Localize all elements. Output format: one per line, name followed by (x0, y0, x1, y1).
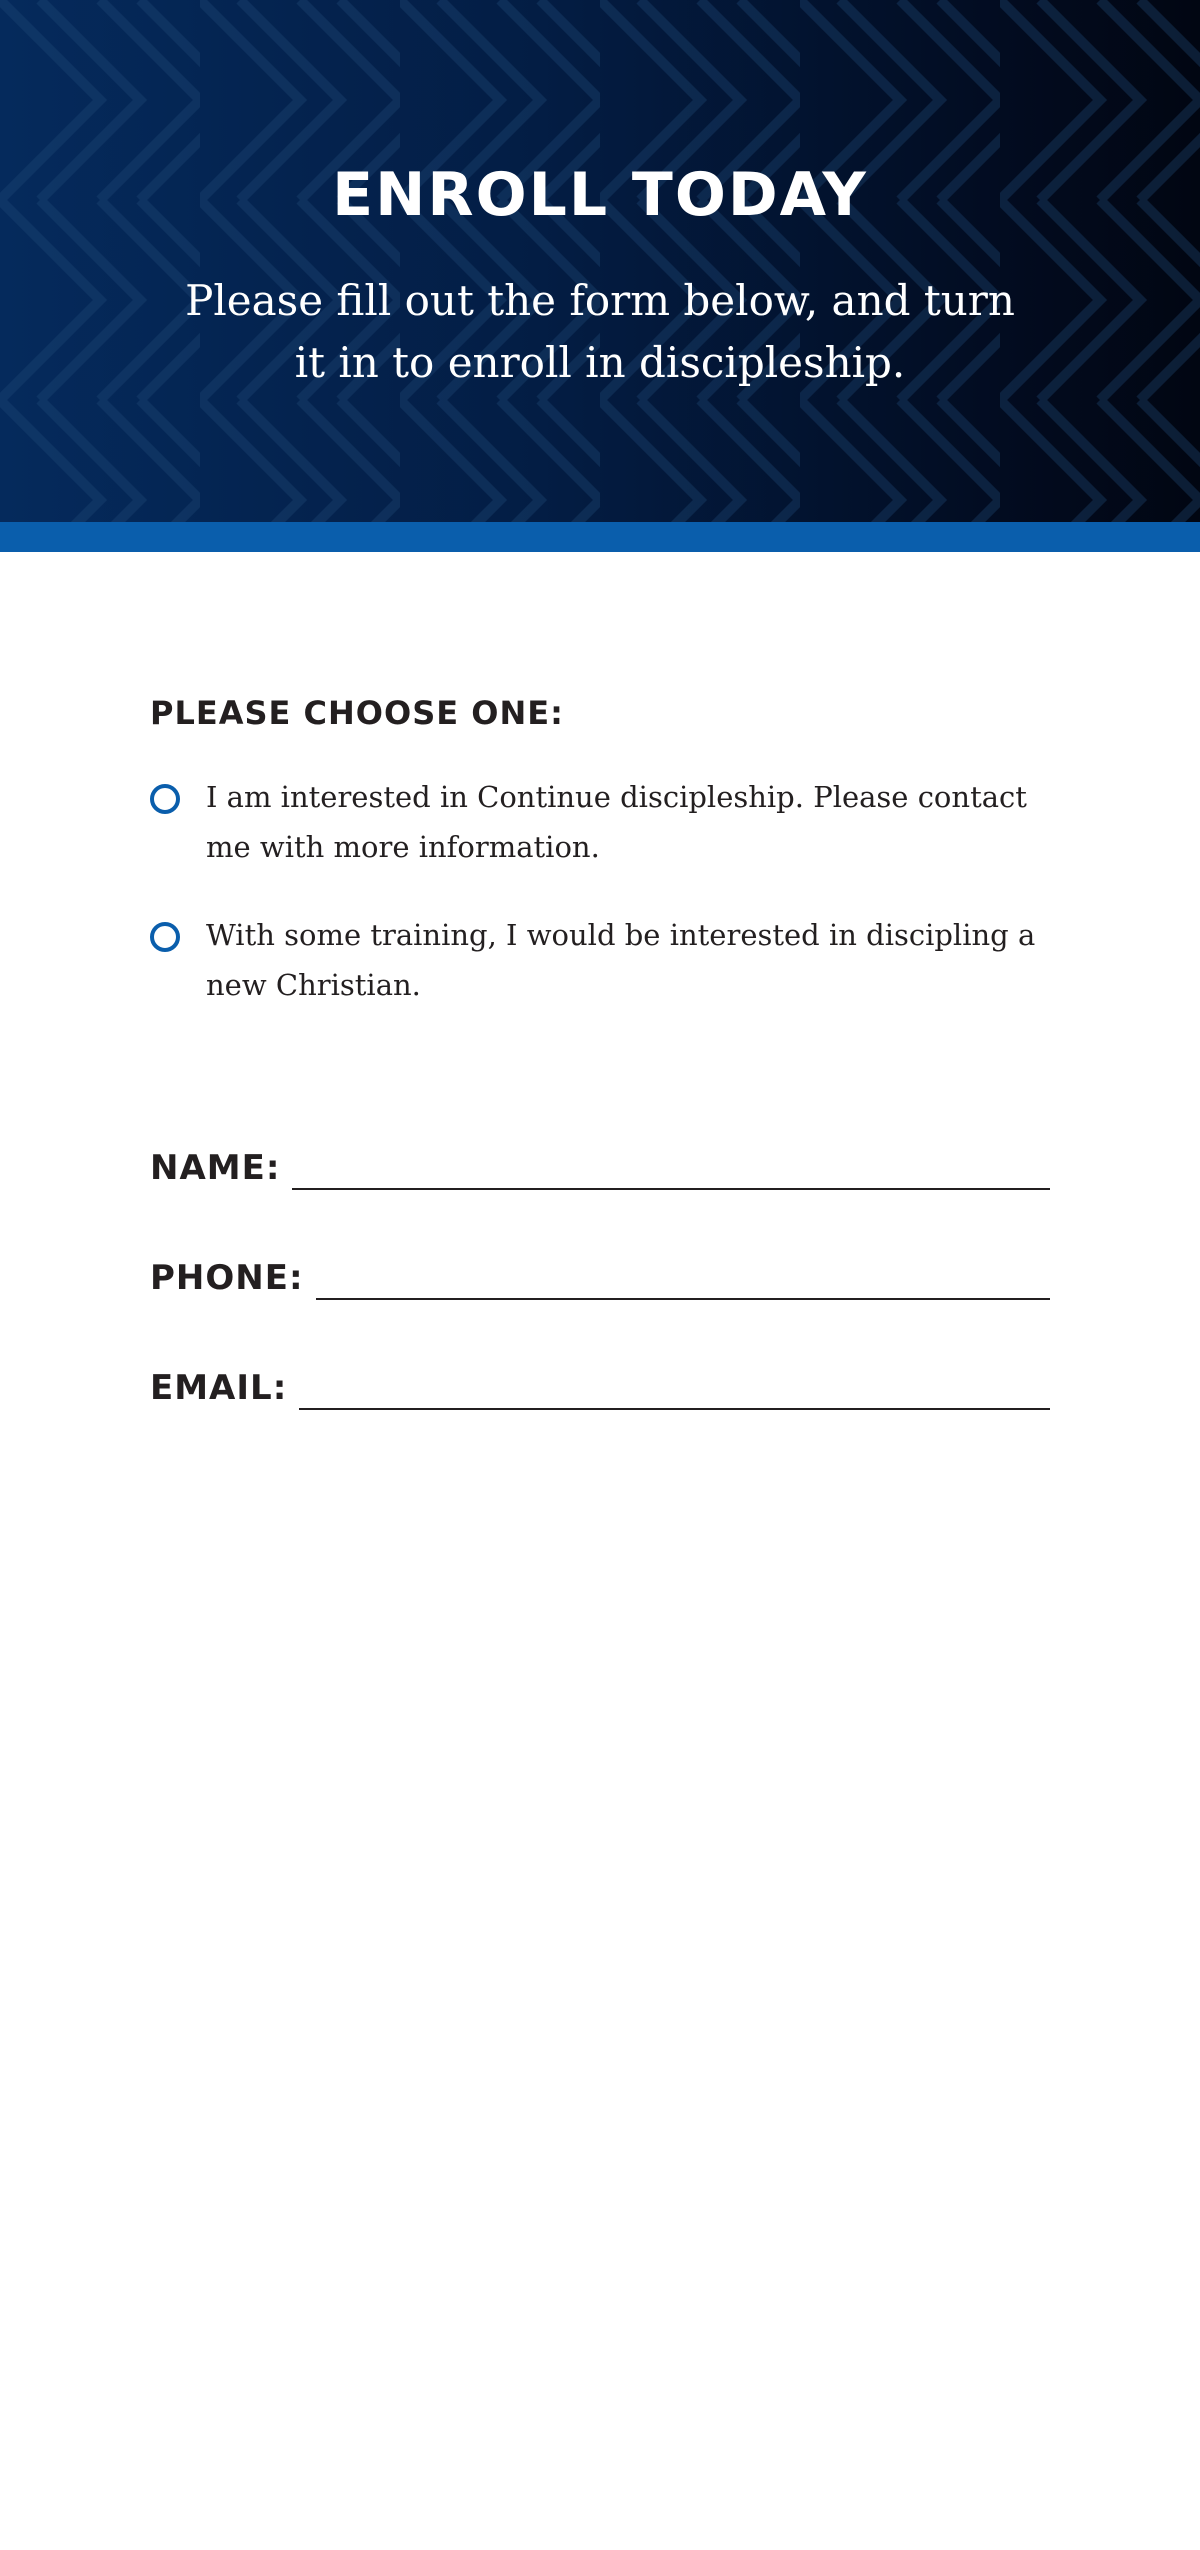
phone-field (150, 1240, 1050, 1300)
email-field (150, 1350, 1050, 1410)
accent-band (0, 522, 1200, 552)
email-input[interactable] (299, 1364, 1050, 1410)
page-subtitle: Please fill out the form below, and turn it in to enroll in discipleship. (185, 276, 1015, 387)
name-label: NAME: (150, 1148, 281, 1188)
chevron-pattern (0, 0, 1200, 522)
option-label: With some training, I would be interested in discipling a new Christian. (206, 918, 1036, 1002)
choice-heading: PLEASE CHOOSE ONE: (150, 694, 564, 732)
email-label: EMAIL: (150, 1368, 288, 1408)
phone-label: PHONE: (150, 1258, 304, 1298)
radio-button[interactable] (150, 784, 180, 814)
page-title: ENROLL TODAY (332, 160, 868, 230)
phone-input[interactable] (316, 1254, 1050, 1300)
name-input[interactable] (292, 1144, 1050, 1190)
name-field (150, 1130, 1050, 1190)
radio-button[interactable] (150, 922, 180, 952)
option-label: I am interested in Continue discipleship. Please contact me with more information. (206, 780, 1027, 864)
header-banner (0, 0, 1200, 522)
